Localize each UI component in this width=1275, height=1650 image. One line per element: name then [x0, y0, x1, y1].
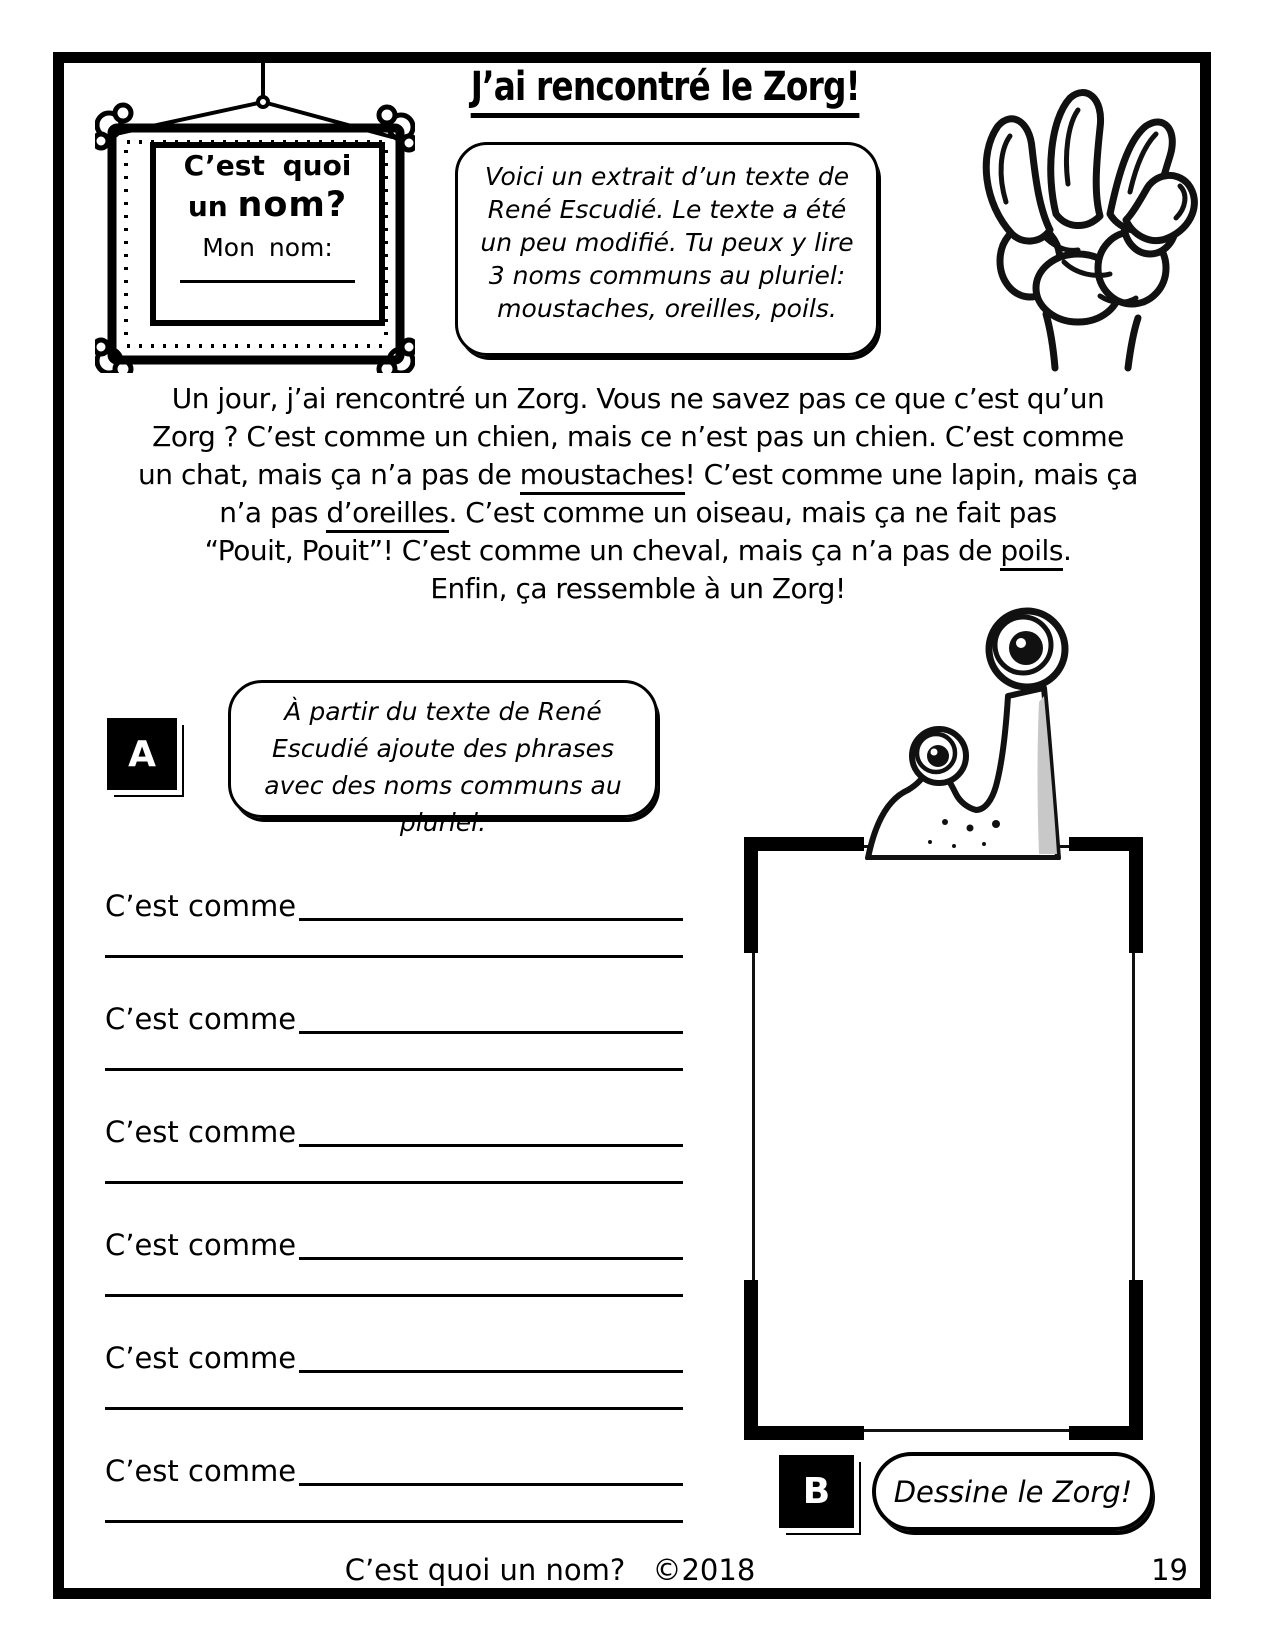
- writing-blank-line[interactable]: [299, 881, 683, 921]
- writing-row: [105, 1336, 683, 1449]
- writing-row: [105, 1110, 683, 1223]
- writing-prompt: C’est comme: [105, 1453, 297, 1488]
- writing-row: [105, 1223, 683, 1336]
- writing-blank-line[interactable]: [299, 1446, 683, 1486]
- writing-blank-line-2[interactable]: [105, 1260, 683, 1297]
- story-line: un chat, mais ça n’a pas de moustaches! C’est comme une lapin, mais ça: [115, 456, 1161, 494]
- zorg-monster-illustration: [848, 570, 1080, 860]
- writing-blank-line-2[interactable]: [105, 1034, 683, 1071]
- writing-prompt: C’est comme: [105, 1114, 297, 1149]
- frame-question-emphasis: nom?: [237, 185, 348, 225]
- intro-note-bubble: Voici un extrait d’un texte de René Escudié. Le texte a été un peu modifié. Tu peux y lire 3 noms communs au pluriel: moustaches, oreilles, poils.: [455, 142, 879, 356]
- drawbox-corner-bar: [1129, 837, 1143, 953]
- drawbox-corner-bar: [744, 1280, 758, 1440]
- name-blank-line[interactable]: [180, 280, 355, 283]
- writing-prompt: C’est comme: [105, 1340, 297, 1375]
- writing-blank-line-2[interactable]: [105, 1486, 683, 1523]
- page-title: J’ai rencontré le Zorg!: [410, 64, 920, 118]
- writing-blank-line[interactable]: [299, 1107, 683, 1147]
- story-line: Un jour, j’ai rencontré un Zorg. Vous ne savez pas ce que c’est qu’un: [171, 382, 1105, 415]
- footer: [250, 1553, 850, 1587]
- writing-rows: [105, 884, 683, 1562]
- story-line: n’a pas d’oreilles. C’est comme un oiseau, mais ça ne fait pas: [115, 494, 1161, 532]
- drawbox-corner-bar: [744, 837, 758, 953]
- writing-row: [105, 997, 683, 1110]
- frame-question-line2: un nom?: [187, 185, 348, 225]
- writing-blank-line[interactable]: [299, 994, 683, 1034]
- writing-prompt: C’est comme: [105, 1227, 297, 1262]
- writing-prompt: C’est comme: [105, 1001, 297, 1036]
- monster-claw-illustration: [960, 66, 1205, 374]
- name-frame-text: [150, 149, 385, 283]
- page-number: 19: [1151, 1553, 1188, 1587]
- writing-blank-line-2[interactable]: [105, 1147, 683, 1184]
- writing-row: [105, 1449, 683, 1562]
- writing-blank-line[interactable]: [299, 1333, 683, 1373]
- writing-blank-line[interactable]: [299, 1220, 683, 1260]
- section-b-label: B: [779, 1455, 854, 1528]
- section-a-label: A: [107, 718, 177, 790]
- section-a-instruction-bubble: À partir du texte de René Escudié ajoute des phrases avec des noms communs au pluriel.: [228, 680, 658, 818]
- footer-copyright: ©2018: [652, 1553, 756, 1587]
- story-line: Enfin, ça ressemble à un Zorg!: [430, 572, 846, 605]
- drawbox-corner-bar: [744, 837, 864, 851]
- underlined-word: moustaches: [520, 458, 685, 495]
- name-label: Mon nom:: [202, 233, 333, 262]
- footer-title: C’est quoi un nom?: [344, 1553, 626, 1587]
- writing-blank-line-2[interactable]: [105, 1373, 683, 1410]
- section-b-instruction-bubble: Dessine le Zorg!: [872, 1452, 1154, 1531]
- drawing-box[interactable]: [752, 845, 1135, 1432]
- underlined-word: d’oreilles: [326, 496, 448, 533]
- story-line: “Pouit, Pouit”! C’est comme un cheval, mais ça n’a pas de poils.: [115, 532, 1161, 570]
- writing-row: [105, 884, 683, 997]
- frame-question-line1: C’est quoi: [183, 149, 352, 182]
- drawbox-corner-bar: [1129, 1280, 1143, 1440]
- drawbox-corner-bar: [744, 1426, 864, 1440]
- story-line: Zorg ? C’est comme un chien, mais ce n’est pas un chien. C’est comme: [152, 420, 1124, 453]
- writing-prompt: C’est comme: [105, 888, 297, 923]
- underlined-word: poils: [1000, 534, 1063, 571]
- writing-blank-line-2[interactable]: [105, 921, 683, 958]
